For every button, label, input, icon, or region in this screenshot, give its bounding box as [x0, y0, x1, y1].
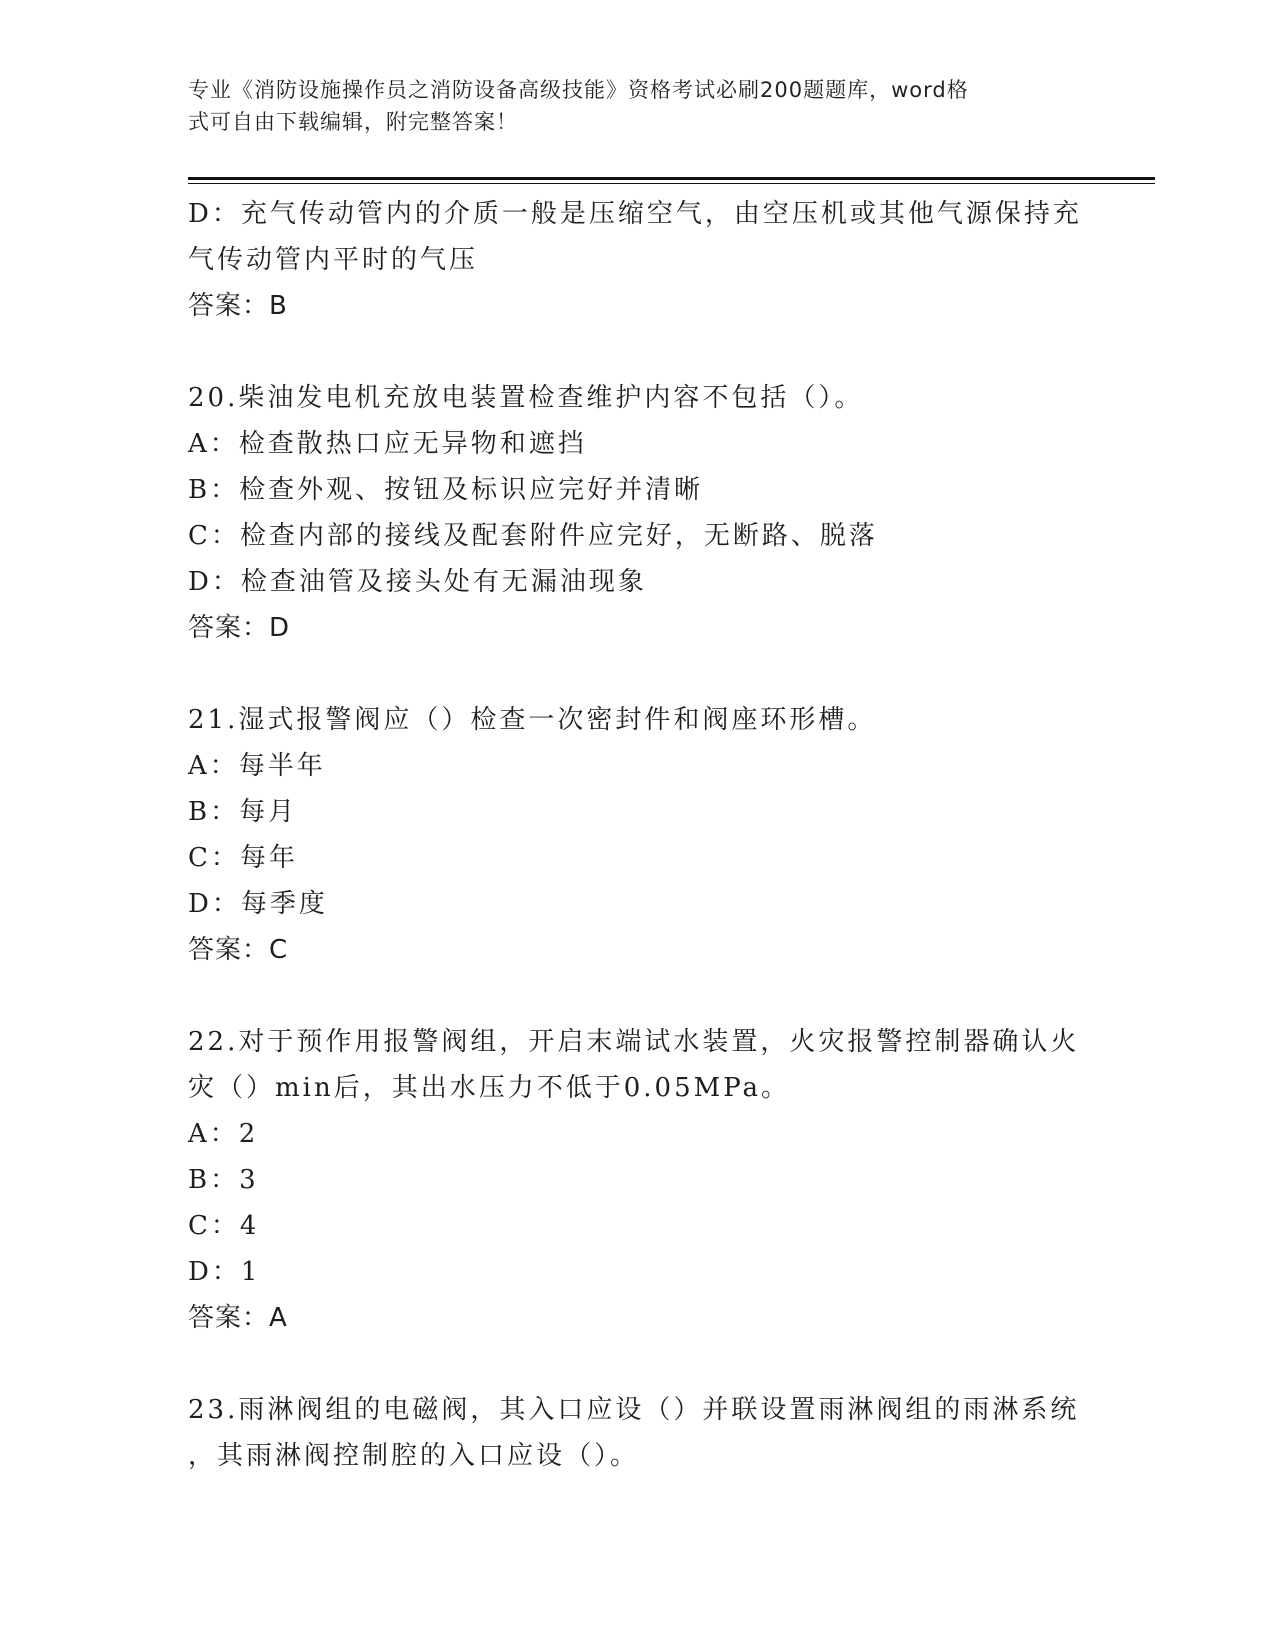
question-stem: 21.湿式报警阀应（）检查一次密封件和阀座环形槽。 — [188, 705, 877, 735]
question-22 — [188, 1019, 1088, 1341]
option-c: C：每年 — [188, 843, 298, 873]
answer-label: 答案：D — [188, 613, 291, 643]
option-a: A：2 — [188, 1119, 259, 1149]
spacer — [188, 329, 1088, 375]
answer-label: 答案：B — [188, 291, 288, 321]
option-d-line-1: D：充气传动管内的介质一般是压缩空气，由空压机或其他气源保持充 — [188, 199, 1082, 229]
option-d: D：检查油管及接头处有无漏油现象 — [188, 567, 647, 597]
spacer — [188, 973, 1088, 1019]
option-b: B：检查外观、按钮及标识应完好并清晰 — [188, 475, 704, 505]
prev-question — [188, 191, 1088, 329]
option-d-line-2: 气传动管内平时的气压 — [188, 245, 479, 275]
question-21 — [188, 697, 1088, 973]
option-c: C：4 — [188, 1211, 260, 1241]
question-stem-line-2: ，其雨淋阀控制腔的入口应设（）。 — [188, 1441, 640, 1471]
option-b: B：3 — [188, 1165, 259, 1195]
document-header — [188, 74, 1068, 138]
question-stem: 20.柴油发电机充放电装置检查维护内容不包括（）。 — [188, 383, 864, 413]
option-a: A：每半年 — [188, 751, 326, 781]
spacer — [188, 651, 1088, 697]
question-list — [188, 191, 1088, 1479]
question-23 — [188, 1387, 1088, 1479]
option-a: A：检查散热口应无异物和遮挡 — [188, 429, 587, 459]
answer-label: 答案：C — [188, 935, 289, 965]
question-stem-line-1: 23.雨淋阀组的电磁阀，其入口应设（）并联设置雨淋阀组的雨淋系统 — [188, 1395, 1080, 1425]
header-divider-thin — [188, 183, 1155, 184]
answer-label: 答案：A — [188, 1303, 288, 1333]
question-stem-line-2: 灾（）min后，其出水压力不低于0.05MPa。 — [188, 1073, 791, 1103]
header-line-1: 专业《消防设施操作员之消防设备高级技能》资格考试必刷200题题库，word格 — [188, 78, 969, 102]
option-b: B：每月 — [188, 797, 298, 827]
header-divider-thick — [188, 177, 1155, 180]
option-d: D：每季度 — [188, 889, 328, 919]
header-line-2: 式可自由下载编辑，附完整答案！ — [188, 110, 518, 134]
option-c: C：检查内部的接线及配套附件应完好，无断路、脱落 — [188, 521, 878, 551]
question-20 — [188, 375, 1088, 651]
option-d: D：1 — [188, 1257, 261, 1287]
spacer — [188, 1341, 1088, 1387]
question-stem-line-1: 22.对于预作用报警阀组，开启末端试水装置，火灾报警控制器确认火 — [188, 1027, 1080, 1057]
